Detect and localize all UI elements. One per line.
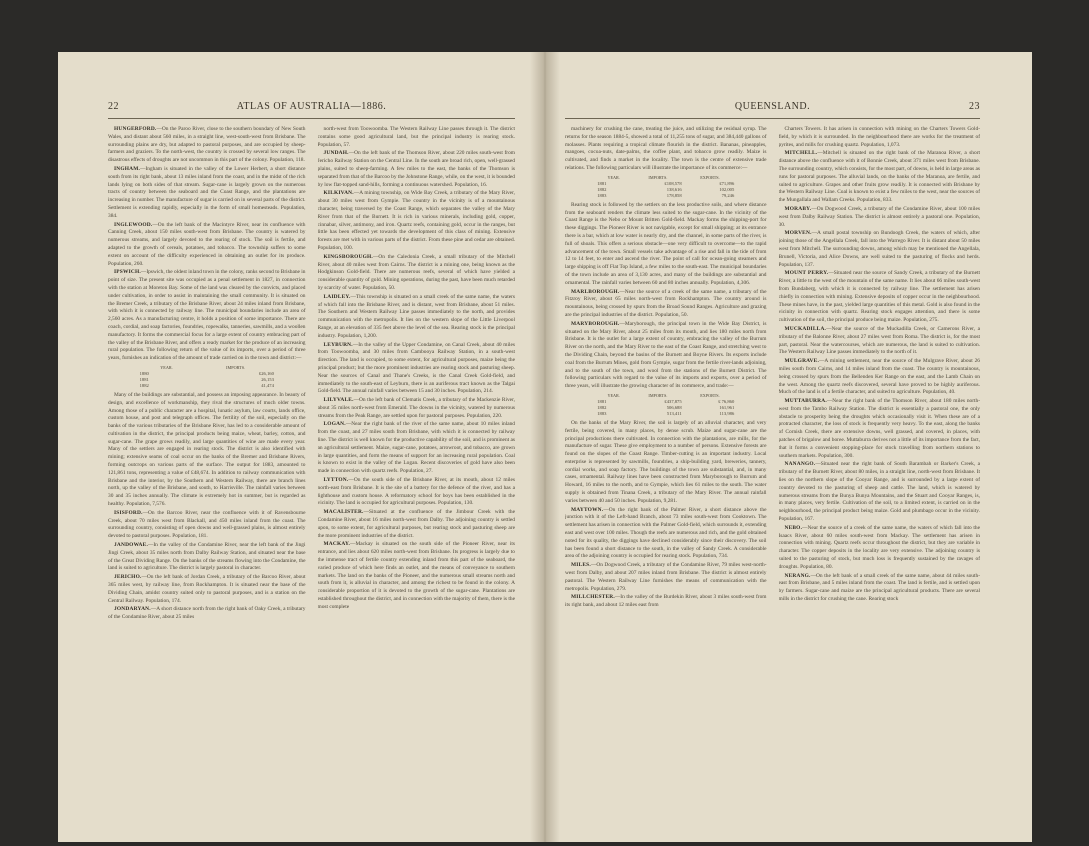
entry-text: Charters Towers. It has arisen in connection with mining on the Charters Towers Gold-field, by which it is surrounded. In the neighbourhood there are works for the treatment of pyrites, and mills for crushing quartz. Population, 1,073. bbox=[778, 126, 980, 148]
gazetteer-entry bbox=[779, 358, 981, 397]
table-cell: £108,578 bbox=[664, 180, 682, 186]
place-name: MULGRAVE. bbox=[784, 358, 819, 365]
gazetteer-entry bbox=[318, 342, 516, 397]
gazetteer-entry bbox=[108, 269, 306, 363]
table-cell: 1882 bbox=[597, 404, 607, 410]
entry-text: —In the valley of the Burdekin River, about 3 miles south-west from its right bank, and about 12 miles east from bbox=[565, 594, 767, 609]
place-name: HUNGERFORD. bbox=[114, 126, 157, 132]
gazetteer-entry bbox=[318, 509, 516, 540]
entry-text: —In the valley of the Condamine River, near the left bank of the Jingi Jingi Creek, about 35 miles north from Dalby Railway Station, and situated near the base of the Great Dividing Range. On the banks of the streams flowing into the Condamine, the land is suited to agriculture. The district is largely pastoral in character. bbox=[108, 542, 306, 572]
place-name: INGLEWOOD. bbox=[114, 221, 153, 228]
gazetteer-entry bbox=[779, 573, 981, 604]
table-cell: 1880 bbox=[139, 370, 149, 376]
entry-text: —On the Paroo River, close to the southern boundary of New South Wales, and distant about 560 miles, in a straight line, west-south-west from Brisbane. The surrounding plains are dry, but adapted to pastoral purposes, and are occupied by sheep-farmers and graziers. To the north-west, the country is crossed by several low ranges. The disastrous effects of droughts are not uncommon in this part of the colony. Population, 118. bbox=[108, 126, 306, 164]
right-running-title: QUEENSLAND. bbox=[734, 101, 811, 112]
place-name: ISISFORD. bbox=[114, 509, 143, 516]
entry-text: —On the left bank of a small creek of the same name, about 44 miles south-east from Brisbane, and 5 miles inland from the coast. The land is fertile, and is settled upon by farmers. Sugar-cane and maize are the principal agricultural products. There are several mills in the district for crushing the cane. Rearing stock bbox=[778, 572, 980, 603]
table-header-cell: EXPORTS. bbox=[700, 392, 720, 398]
place-name: KINGSBOROUGH. bbox=[323, 253, 373, 260]
entry-text: —Situated near the source of Sandy Creek, a tributary of the Burnett River, a little to the west of the mountain of the same name. It lies about 66 miles south-west from Bundaberg, with which it is connected by railway line. The settlement has arisen chiefly in connection with mining. Extensive deposits of copper occur in the neighbourhood. These mines have, in the past, yielded large quantities of this metal. Gold is also found in the vicinity in connection with quartz. Rearing stock engages attention, and there is some cultivation of the soil, the principal produce being maize. Population, 275. bbox=[778, 270, 980, 324]
right-column-1 bbox=[565, 126, 767, 824]
table-header-cell: IMPORTS. bbox=[226, 364, 246, 370]
entry-text: —On Dogwood Creek, a tributary of the Condamine River, about 100 miles west from Dalby Railway Station. The district is almost entirely a pastoral one. Population, 30. bbox=[778, 205, 980, 228]
right-header-rule bbox=[565, 118, 980, 119]
gazetteer-entry bbox=[565, 289, 767, 320]
place-name: MUTTABURRA. bbox=[784, 398, 827, 405]
gazetteer-entry bbox=[318, 541, 516, 611]
left-columns bbox=[108, 126, 515, 824]
left-running-title: ATLAS OF AUSTRALIA—1886. bbox=[236, 101, 387, 112]
entry-text: —Near the source of the Muckadilla Creek, or Camerons River, a tributary of the Balonne River, about 27 miles west from Roma. The district is, for the most part, pastoral. Near the watercourses, which are numerous, the land is suited to cultivation. The Western Railway Line passes immediately to the north of it. bbox=[778, 325, 980, 356]
place-name: JUNDAH. bbox=[323, 150, 349, 157]
entry-text: —A small postal township on Bundoogh Creek, the waters of which, after joining those of the Angellala Creek, fall into the Warrego River. It is distant about 50 miles west from Mitchell. The surrounding downs, among which may be mentioned the Angellala, Brunell, Victoria, and Alice Downs, are well suited to the pasturing of flocks and herds. Population, 137. bbox=[778, 230, 980, 268]
place-name: MACKAY. bbox=[323, 541, 351, 548]
left-column-1 bbox=[108, 126, 306, 824]
entry-text: —On the left bank of the Macintyre River, near its confluence with Canning Creek, about 150 miles south-west from Brisbane. The country is watered by numerous streams, and largely devoted to the rearing of stock. The soil is fertile, and adapted to the growth of cereals, potatoes, and tobacco. The township suffers to some extent on account of the difficulty experienced in obtaining an outlet for its produce. Population, 260. bbox=[108, 221, 306, 267]
place-name: LEYBURN. bbox=[323, 341, 353, 348]
gazetteer-entry bbox=[108, 510, 306, 541]
right-page-number: 23 bbox=[969, 101, 980, 112]
table-cell: 1883 bbox=[597, 192, 607, 198]
entry-text: —On the Barcoo River, near the confluence with it of Ravensbourne Creek, about 70 miles west from Blackall, and 450 miles inland from the coast. The surrounding country, consisting of open downs and well-grassed plains, is almost entirely devoted to pastoral purposes. Population, 181. bbox=[108, 509, 306, 540]
table-cell: 79,246 bbox=[721, 192, 735, 198]
gazetteer-entry bbox=[318, 150, 516, 189]
table-cell: £ 76,860 bbox=[718, 398, 735, 404]
place-name: LOGAN. bbox=[323, 421, 346, 428]
table-cell: 1881 bbox=[139, 376, 149, 382]
gazetteer-entry bbox=[779, 326, 981, 357]
gazetteer-entry bbox=[779, 150, 981, 205]
entry-text: north-west from Toowoomba. The Western Railway Line passes through it. The district contains some good agricultural land, but the principal industry is rearing stock. Population, 57. bbox=[317, 126, 515, 148]
trade-table bbox=[595, 393, 736, 417]
table-cell: £71,896 bbox=[719, 180, 735, 186]
left-page-header bbox=[108, 101, 515, 117]
table-cell: £26,160 bbox=[258, 370, 274, 376]
place-name: MOUNT PERRY. bbox=[784, 270, 829, 277]
entry-text: —In the valley of the Upper Condamine, on Canal Creek, about 40 miles from Toowoomba, and 30 miles from Cambooya Railway Station, in a south-west direction. The land is occupied, to some extent, for agricultural purposes, maize being the principal product; but the more prominent industries are rearing stock and pasturing sheep. Near the sources of Canal and Thane's Creeks, is the Canal Creek Gold-field, and immediately to the south-east of Leyburn, there is an auriferous tract known as the Talgai Gold-field. The annual rainfall varies between 15 and 30 inches. Population, 214. bbox=[317, 341, 515, 395]
gazetteer-entry bbox=[318, 294, 516, 341]
place-name: LAIDLEY. bbox=[323, 293, 351, 300]
gazetteer-entry bbox=[779, 270, 981, 325]
table-cell: 1882 bbox=[139, 382, 149, 388]
entry-text: On the banks of the Mary River, the soil is largely of an alluvial character, and very fertile, being covered, in many places, by dense scrub. Maize and sugar-cane are the principal productions there cultivated. In connection with the plantations, are mills, for the manufacture of sugar. These give employment to a number of persons. Extensive forests are found on the slopes of the Coast Range. Timber-cutting is an important industry. Local enterprise is represented by sawmills, foundries, a ship-building yard, breweries, tannery, cordial works, and soap factory. The buildings of the town are substantial, and, in many cases, ornamental. Railway lines have been constructed from Maryborough to Burrum and Howard, 16 miles to the north, and to Gympie, which lies 61 miles to the south. The water supply is obtained from Tinana Creek, a tributary of the Mary River. The annual rainfall varies between 40 and 50 inches. Population, 9,281. bbox=[565, 419, 767, 504]
table-header-cell: YEAR. bbox=[607, 392, 620, 398]
gazetteer-entry bbox=[108, 222, 306, 269]
table-header-cell: IMPORTS. bbox=[648, 392, 668, 398]
gazetteer-entry bbox=[108, 166, 306, 221]
entry-text: —Ingham is situated in the valley of the Lower Herbert, a short distance south from its right bank, about 13 miles inland from the coast, and in the midst of the rich lands lying on both sides of that stream. Sugar-cane is largely grown on the numerous tracts of country between the seaboard and the Coast Range, and the plantations are increasing in number. The manufacture of sugar is carried on in several parts of the district. Settlement is extending rapidly, especially in the form of small homesteads. Population, 384. bbox=[108, 165, 306, 219]
entry-text: —Ipswich, the oldest inland town in the colony, ranks second to Brisbane in point of size. The present site was occupied as a penal settlement in 1827, in connection with the station at Moreton Bay. Some of the land was cleared by the convicts, and placed under cultivation, in order to assist in maintaining the small community. It is situated on the Bremer Creek, a tributary of the Brisbane River, about 24 miles inland from Brisbane, with which it is connected by railway line. The municipal boundaries include an area of 2,560 acres. As a manufacturing centre, it holds a position of some importance. There are coach, cordial, and soap factories, foundries, ropewalks, tanneries, sawmills, and a woollen manufactory. It forms the commercial focus for a large extent of country embracing part of the valley of the Brisbane River, and offers a ready market for the produce of an increasing rural population. The following return of the value of its imports, over a period of three years, furnishes an indication of the amount of trade carried on in the town and district:— bbox=[108, 269, 306, 362]
place-name: NERANG. bbox=[784, 572, 811, 579]
table-header-cell: YEAR. bbox=[607, 174, 620, 180]
gazetteer-entry bbox=[318, 126, 516, 149]
gazetteer-entry bbox=[108, 606, 306, 622]
place-name: LYTTON. bbox=[323, 477, 349, 484]
gazetteer-entry bbox=[779, 126, 981, 149]
gazetteer-entry bbox=[779, 398, 981, 460]
gazetteer-entry bbox=[565, 321, 767, 391]
trade-table bbox=[595, 175, 736, 199]
place-name: JANDOWAE. bbox=[114, 542, 148, 549]
table-cell: 1883 bbox=[597, 410, 607, 416]
atlas-book-spread bbox=[58, 52, 1032, 842]
gazetteer-entry bbox=[565, 594, 767, 610]
right-page-header bbox=[565, 101, 980, 117]
place-name: JONDARYAN. bbox=[114, 606, 151, 613]
table-cell: 1881 bbox=[597, 180, 607, 186]
table-cell: 41,474 bbox=[261, 382, 274, 388]
entry-text: —On the right bank of the Palmer River, a short distance above the junction with it of the Left-hand Branch, about 73 miles south-west from Cooktown. The settlement has arisen in connection with the Palmer Gold-field, which surrounds it, extending east and west over 100 miles. Though the reefs are numerous and rich, and the gold obtained noted for its quality, the diggings have declined considerably since their discovery. The soil has been found a short distance to the south, in the valley of Sandy Creek. A considerable area of the adjoining country is occupied for rearing stock. Population, 734. bbox=[565, 506, 767, 560]
left-page bbox=[58, 52, 546, 842]
table-cell: 1882 bbox=[597, 186, 607, 192]
table-cell: 102,005 bbox=[719, 186, 735, 192]
table-header-cell: EXPORTS. bbox=[700, 174, 720, 180]
place-name: NANANGO. bbox=[784, 461, 816, 468]
gazetteer-entry bbox=[779, 230, 981, 269]
entry-text: —A mining township, on Wide Bay Creek, a tributary of the Mary River, about 30 miles west from Gympie. The country in the vicinity is of a mountainous character, being traversed by the Coast Range, which separates the valley of the Mary River from that of the Burnett. It is rich in various minerals, including gold, copper, cinnabar, silver, antimony, and iron. Quartz reefs, containing gold, occur in the ranges, but little has been effected yet towards the development of this class of mining. Extensive forests are met with in various parts of the district. From these pine and cedar are obtained. Population, 100. bbox=[317, 190, 515, 251]
table-header-cell: IMPORTS. bbox=[648, 174, 668, 180]
gazetteer-entry bbox=[108, 542, 306, 573]
left-header-rule bbox=[108, 118, 515, 119]
entry-text: —On the left bank of the Thomson River, about 220 miles south-west from Jericho Railway Station on the Central Line. In the south are broad rich, open, well-grassed plains, suited to sheep-farming. A few miles to the east, the banks of the Thomson is separated from that of the Barcoo by the Johnstone Range, while, on the west, it is bounded by low flat-topped sand-hills, forming a continuous watershed. Population, 16. bbox=[317, 150, 515, 188]
entry-text: —On Dogwood Creek, a tributary of the Condamine River, 79 miles west-north-west from Dalby, and about 207 miles inland from Brisbane. The district is almost entirely pastoral. The Western Railway Line furnishes the means of communication with the metropolis. Population, 279. bbox=[565, 562, 767, 592]
right-page bbox=[545, 52, 1032, 842]
entry-text: —Situated at the confluence of the Jimbour Creek with the Condamine River, about 16 miles north-west from Dalby. The adjoining country is settled upon, to some extent, for agricultural purposes, but rearing stock and pasturing sheep are the more prominent industries of the district. bbox=[317, 509, 515, 539]
place-name: MORABY. bbox=[784, 205, 812, 212]
table-cell: 26,153 bbox=[261, 376, 274, 382]
table-row bbox=[595, 411, 736, 417]
gazetteer-entry bbox=[108, 574, 306, 605]
place-name: MITCHELL. bbox=[784, 150, 818, 157]
table-cell: 513,411 bbox=[666, 410, 682, 416]
table-cell: 113,986 bbox=[719, 410, 735, 416]
entry-text: —Maryborough, the principal town in the Wide Bay District, is situated on the Mary River, about 25 miles from its mouth, and lies 180 miles north from Brisbane. It is the outlet for a large extent of country, embracing the valley of the Burrum River on the north, and the Mary River to the east of the Coast Range, and stretching west to the Dividing Chain, beyond the basins of the Burnett and Boyne Rivers. Its exports include coal from the Burrum Mines, gold from Gympie, sugar from the fertile river-lands adjoining, and to the south of the town, and wool from the stations of the Burnett District. The following particulars with regard to the value of its imports and exports, over a period of three years, will illustrate the growing character of its commerce, and trade:— bbox=[565, 320, 767, 390]
entry-text: —This township is situated on a small creek of the same name, the waters of which fall into the Brisbane River, and is distant, west from Brisbane, about 51 miles. The Southern and Western Railway Line passes immediately to the north, and provides communication with the metropolis. It lies on the western slope of the Little Liverpool Range, at an elevation of 335 feet above the level of the sea. Rearing stock is the principal industry. Population, 1,200. bbox=[317, 293, 515, 339]
place-name: JERICHO. bbox=[114, 574, 142, 581]
table-header-cell: YEAR. bbox=[160, 364, 173, 370]
gazetteer-entry bbox=[779, 206, 981, 229]
entry-text: —Near the right bank of the river of the same name, about 10 miles inland from the coast, and 27 miles south from Brisbane, with which it is connected by railway line. The district is well known for the productive capability of the soil, and is prominent as an agricultural settlement. Maize, sugar-cane, potatoes, arrowroot, and tobacco, are grown in large quantities, and form the means of support for an increasing rural population. Coal is known to exist in the valley of the Logan. Recent discoveries of gold have also been made in connection with quartz reefs. Population, 27. bbox=[317, 421, 515, 475]
entry-text: machinery for crushing the cane, treating the juice, and utilizing the residual syrup. The returns for the season 1884-5, showed a total of 11,255 tons of sugar, and 384,440 gallons of molasses. Plants requiring a tropical climate flourish in the district. Bananas, pineapples, mangoes, cocoa-nuts, date-palms, the coffee plant, and tobacco grow readily. Maize is cultivated, and finds a market in the locality. The town is the centre of extensive trade relations. The following particulars will illustrate the importance of its commerce:— bbox=[565, 126, 767, 171]
place-name: MACALISTER. bbox=[323, 509, 364, 516]
entry-text: —Situated near the right bank of South Barambah or Barker's Creek, a tributary of the Burnett River, about 80 miles, in a straight line, north-west from Brisbane. It lies on the northern slope of the Cooyar Range, and is surrounded by a large extent of country devoted to the pasturing of sheep and cattle. The land, which is watered by numerous streams from the Bunya Bunya Mountains, and the Stuart and Cooyar Ranges, is, in many places, very fertile. Cultivation of the soil, to a limited extent, is carried on in the neighbourhood, the principal product being maize. Gold and plumbago occur in the vicinity. Population, 167. bbox=[778, 461, 980, 523]
gazetteer-entry bbox=[779, 461, 981, 523]
gazetteer-entry bbox=[565, 507, 767, 562]
table-cell: 506,688 bbox=[666, 404, 682, 410]
gazetteer-entry bbox=[318, 477, 516, 508]
place-name: MARLBOROUGH. bbox=[571, 288, 620, 295]
entry-text: —Mitchell is situated on the right bank of the Maranoa River, a short distance above the confluence with it of Bonnie Creek, about 371 miles west from Brisbane. The surrounding country, which consists, for the most part, of downs, is held in large areas as runs for pastoral purposes. The alluvial lands, on the banks of the Maranoa, are fertile, and suited to agriculture. Grapes and other fruits grow readily. It is connected with Brisbane by the Western Railway Line. Coal is known to exist a few miles to the west, near the sources of the Mungallala and Wallam Creeks. Population, 833. bbox=[778, 150, 980, 204]
gazetteer-entry bbox=[318, 421, 516, 476]
place-name: MILES. bbox=[571, 562, 591, 569]
table-cell: 178,858 bbox=[666, 192, 682, 198]
gazetteer-entry bbox=[565, 126, 767, 173]
place-name: MORVEN. bbox=[784, 230, 812, 237]
table-cell: 1881 bbox=[597, 398, 607, 404]
table-row bbox=[138, 383, 276, 389]
place-name: IPSWICH. bbox=[114, 269, 141, 276]
entry-text: —A short distance north from the right bank of Oaky Creek, a tributary of the Condamine River, about 25 miles bbox=[108, 606, 306, 621]
gazetteer-entry bbox=[108, 126, 306, 165]
place-name: MARYBOROUGH. bbox=[571, 320, 620, 327]
place-name: INGHAM. bbox=[114, 165, 141, 172]
gazetteer-entry bbox=[108, 392, 306, 509]
table-cell: 161,961 bbox=[719, 404, 735, 410]
place-name: MILLCHESTER. bbox=[571, 594, 615, 601]
entry-text: —On the Caledonia Creek, a small tributary of the Mitchell River, about 40 miles west from Cairns. The district is a mining one, being known as the Hodgkinson Gold-field. There are numerous reefs, several of which have yielded a considerable quantity of gold. Mining operations, during the past, have been much retarded by scarcity of water. Population, 50. bbox=[317, 253, 515, 291]
gazetteer-entry bbox=[318, 397, 516, 420]
place-name: KILKIVAN. bbox=[323, 190, 354, 197]
left-column-2 bbox=[318, 126, 516, 824]
gazetteer-entry bbox=[565, 420, 767, 506]
entry-text: —A mining settlement, near the source of the Mulgrave River, about 26 miles south from Cairns, and 14 miles inland from the coast. The country is mountainous, being crossed by spurs from the Bellenden Ker Range on the east, and the Lamb Chain on the west. Among the quartz reefs discovered, several have proved to be highly auriferous. Much of the land is of a fertile character, and suited to agriculture. Population, 40. bbox=[778, 358, 980, 396]
gazetteer-entry bbox=[318, 254, 516, 293]
gazetteer-entry bbox=[318, 190, 516, 252]
trade-table bbox=[138, 365, 276, 389]
table-cell: 138,616 bbox=[666, 186, 682, 192]
place-name: MAYTOWN. bbox=[571, 506, 604, 513]
place-name: NEBO. bbox=[784, 524, 803, 531]
entry-text: —Mackay is situated on the south side of the Pioneer River, near its entrance, and lies about 620 miles north-west from Brisbane. Its progress is largely due to the immense tract of fertile country extending inland from this part of the seaboard, the varied produce of which here finds an outlet, and the means of conveyance to southern markets. The land on the banks of the Pioneer, and the numerous small streams north and south from it, is alluvial in character, and among the richest to be found in the colony. A considerable proportion of it is devoted to the growth of the sugar-cane. Plantations are established throughout the district, and in connection with the majority of them, there is the most complete bbox=[317, 541, 515, 610]
entry-text: Rearing stock is followed by the settlers on the less productive soils, and where distance from the seaboard renders the climate less suited to the sugar-cane. In the vicinity of the Coast Range is the Nebo or Mount Britten Gold-field. Mackay forms the shipping-port for these diggings. The Pioneer River is not navigable, except for small shipping; at its entrance there is a bar, which at low water is nearly dry, and the channel, in some parts of the river, is full of shoals. This offers a serious obstacle—one very difficult to overcome—to the rapid advancement of the town. Small vessels take advantage of a rise and fall in the tide of from 12 to 14 feet, to enter and ascend the river. The point of call for ocean-going steamers and large shipping is off Flat Top Island, a few miles to the south-east. The municipal boundaries of the town include an area of 3,130 acres, and many of the buildings are substantial and ornamental. The rainfall varies between 60 and 80 inches annually. Population, 4,306. bbox=[565, 201, 767, 286]
entry-text: Many of the buildings are substantial, and possess an imposing appearance. In beauty of design, and excellence of workmanship, they rival the structures of much older towns. Among those of a public character are a hospital, lunatic asylum, law courts, lands office, custom house, and post and telegraph offices. The fertility of the soil, especially on the banks of the various tributaries of the Brisbane River, has led to a considerable amount of cultivation in the district, the principal products being maize, wheat, barley, cotton, and sugar-cane. The grape grows readily, and large quantities of wine are made every year. Many of the settlers are engaged in rearing stock. The district is also identified with mining; extensive seams of coal occur on the banks of the Bremer and Brisbane Rivers, forming outcrops on various parts of the surface. The output for 1883, amounted to 121,861 tons, representing a value of £48,674. In addition to railway communication with Brisbane and the interior, by the Southern and Western Railway, there are branch lines north, up the valley of the Brisbane, and south, to Harrisville. The rainfall varies between 30 and 35 inches annually. The climate is extremely hot in summer, but is regarded as healthy. Population, 7,576. bbox=[108, 391, 306, 508]
entry-text: —On the south side of the Brisbane River, at its mouth, about 12 miles north-east from Brisbane. It is the site of a battery for the defence of the river, and has a lighthouse and custom house. A reformatory school for boys has been established in the vicinity. The land is occupied for agricultural purposes. Population, 130. bbox=[317, 477, 515, 507]
place-name: MUCKADILLA. bbox=[784, 325, 827, 332]
table-row bbox=[595, 193, 736, 199]
place-name: LILYVALE. bbox=[323, 397, 354, 404]
gazetteer-entry bbox=[779, 525, 981, 572]
gazetteer-entry bbox=[565, 562, 767, 593]
right-column-2 bbox=[779, 126, 981, 824]
table-cell: £437,875 bbox=[664, 398, 682, 404]
left-page-number: 22 bbox=[108, 101, 119, 112]
entry-text: —Near the source of a creek of the same name, the waters of which fall into the Isaacs River, about 60 miles south-west from Mackay. The settlement has arisen in connection with mining. Quartz reefs occur throughout the district, but they are variable in character. The copper deposits in the locality are very extensive. The adjoining country is suited to the pasturing of stock, but much loss is frequently sustained by the ravages of droughts. Population, 80. bbox=[778, 524, 980, 570]
right-columns bbox=[565, 126, 980, 824]
entry-text: —Near the right bank of the Thomson River, about 180 miles north-west from the Tambo Railway Station. The district is essentially a pastoral one, the only obstacle to prosperity being the droughts which occasionally visit it. When these are of a protracted character, the loss of stock is frequently very heavy. To the east, along the banks of Cornish Creek, there are extensive downs, well grassed, and covered, in places, with patches of brigalow and boree. Muttaburra derives not a little of its importance from the fact, that it forms a convenient stopping-place for stock travelling from northern stations to southern markets. Population, 300. bbox=[778, 398, 980, 459]
entry-text: —On the left bank of Jordan Creek, a tributary of the Barcoo River, about 365 miles west, by railway line, from Rockhampton. It is situated near the base of the Dividing Chain, amidst country suited only to pastoral purposes, and is a station on the Central Railway. Population, 174. bbox=[108, 574, 306, 604]
gazetteer-entry bbox=[565, 202, 767, 288]
entry-text: —On the left bank of Clematis Creek, a tributary of the Mackenzie River, about 35 miles north-west from Emerald. The downs in the vicinity, watered by numerous streams from the Peak Range, are settled upon for pastoral purposes. Population, 220. bbox=[317, 397, 515, 419]
entry-text: —Near the source of a creek of the same name, a tributary of the Fitzroy River, about 65 miles north-west from Rockhampton. The country around is mountainous, being crossed by spurs from the Broad Sound Ranges. Agriculture and grazing are the principal industries of the district. Population, 50. bbox=[565, 288, 767, 318]
